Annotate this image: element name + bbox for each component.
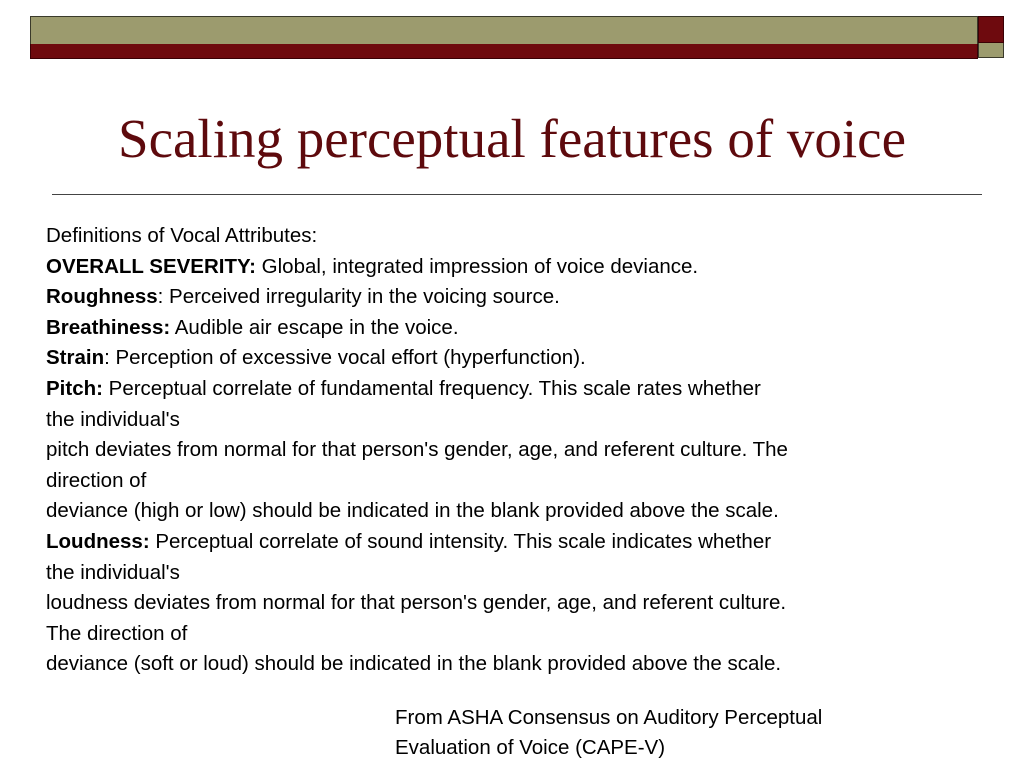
- slide-title: Scaling perceptual features of voice: [118, 108, 906, 169]
- definition-breathiness: [46, 313, 981, 344]
- header-olive-stripe: [30, 16, 978, 45]
- term-loudness: Loudness:: [46, 529, 150, 553]
- term-strain: Strain: [46, 346, 105, 370]
- definition-roughness: [46, 282, 981, 313]
- header-corner-block: [978, 16, 1004, 58]
- definitions-block: [46, 221, 981, 680]
- definition-strain: [46, 343, 981, 374]
- text-pitch-line1: Perceptual correlate of fundamental frequency. This scale rates whether: [102, 376, 761, 400]
- text-pitch-line4: direction of: [46, 468, 147, 492]
- term-roughness: Roughness: [46, 285, 158, 309]
- text-pitch-line3: pitch deviates from normal for that person's gender, age, and referent culture. The: [46, 438, 788, 462]
- corner-olive-square: [978, 43, 1004, 58]
- term-breathiness: Breathiness:: [46, 315, 171, 339]
- text-loudness-line3: loudness deviates from normal for that person's gender, age, and referent culture.: [46, 591, 787, 615]
- definition-pitch: [46, 374, 981, 405]
- corner-maroon-square: [978, 16, 1004, 43]
- definition-overall-severity: [46, 252, 981, 283]
- text-breathiness: Audible air escape in the voice.: [170, 315, 459, 339]
- definition-loudness: [46, 527, 981, 558]
- text-pitch-line2: the individual's: [46, 407, 180, 431]
- header-maroon-stripe: [30, 44, 978, 59]
- title-divider: [52, 194, 982, 195]
- term-pitch: Pitch:: [46, 376, 103, 400]
- header-decoration-bar: [30, 16, 978, 58]
- source-line2: Evaluation of Voice (CAPE-V): [395, 736, 666, 759]
- text-loudness-line5: deviance (soft or loud) should be indicated in the blank provided above the scale.: [46, 652, 782, 676]
- text-loudness-line4: The direction of: [46, 621, 188, 645]
- text-roughness: : Perceived irregularity in the voicing source.: [157, 285, 560, 309]
- text-loudness-line1: Perceptual correlate of sound intensity. This scale indicates whether: [149, 529, 772, 553]
- text-pitch-line5: deviance (high or low) should be indicated in the blank provided above the scale.: [46, 499, 779, 523]
- source-line1: From ASHA Consensus on Auditory Perceptual: [395, 706, 823, 729]
- source-citation: [395, 703, 995, 763]
- text-overall-severity: Global, integrated impression of voice deviance.: [255, 254, 699, 278]
- text-strain: : Perception of excessive vocal effort (hyperfunction).: [104, 346, 586, 370]
- definitions-heading: Definitions of Vocal Attributes:: [46, 224, 318, 247]
- term-overall-severity: OVERALL SEVERITY:: [46, 254, 256, 278]
- text-loudness-line2: the individual's: [46, 560, 180, 584]
